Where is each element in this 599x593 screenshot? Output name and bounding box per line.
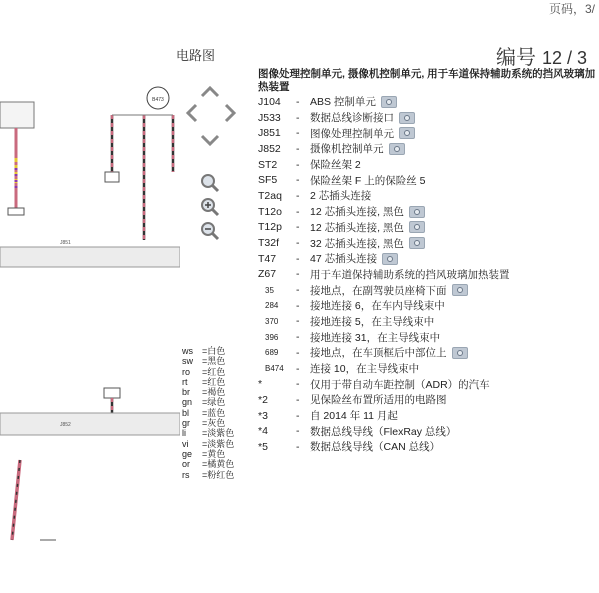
legend-desc: 用于车道保持辅助系统的挡风玻璃加热装置 [310, 268, 510, 281]
legend-desc: 见保险丝布置所适用的电路图 [310, 394, 447, 407]
legend-code: J533 [258, 111, 281, 124]
camera-icon[interactable] [389, 143, 405, 155]
color-name: 粉红色 [207, 469, 235, 480]
legend-desc: 自 2014 年 11 月起 [310, 410, 398, 423]
legend-dash: - [296, 205, 300, 218]
color-equals: = [202, 438, 208, 449]
color-code: ge [182, 448, 193, 459]
legend-code: *5 [258, 440, 268, 453]
color-equals: = [202, 418, 208, 429]
color-name: 蓝色 [207, 407, 226, 418]
color-key-row [182, 418, 234, 428]
legend-code: J851 [258, 127, 281, 140]
arrow-up-right-icon[interactable] [218, 102, 242, 124]
camera-icon[interactable] [452, 347, 468, 359]
legend-code: 284 [265, 301, 279, 311]
color-name: 白色 [207, 346, 226, 356]
zoom-in-icon[interactable] [198, 196, 222, 218]
legend-desc: 47 芯插头连接 [310, 253, 378, 266]
legend-row [258, 314, 598, 330]
round-component-label: B473 [152, 97, 164, 103]
color-code: sw [182, 356, 193, 367]
legend-code: T47 [258, 252, 277, 265]
color-key-row [182, 377, 234, 387]
legend-desc: 数据总线导线（CAN 总线） [310, 441, 441, 454]
color-name: 淡紫色 [207, 428, 235, 439]
legend-dash: - [296, 221, 300, 234]
legend-code: 689 [265, 348, 279, 358]
color-name: 黑色 [207, 356, 226, 367]
color-key-row [182, 449, 234, 459]
legend-code: *2 [258, 393, 268, 406]
color-equals: = [202, 356, 208, 367]
camera-icon[interactable] [409, 237, 425, 249]
color-key-row [182, 428, 234, 438]
color-equals: = [202, 459, 208, 470]
legend-dash: - [296, 142, 300, 155]
legend-row [258, 439, 598, 455]
doc-number-label: 编号 [496, 47, 536, 69]
color-equals: = [202, 407, 208, 418]
color-name: 黄色 [207, 448, 226, 459]
legend-code: *4 [258, 425, 268, 438]
camera-icon[interactable] [399, 112, 415, 124]
legend-row [258, 220, 598, 236]
connector-mid [104, 388, 120, 398]
legend-row [258, 423, 598, 439]
legend-row [258, 267, 598, 283]
arrow-down-right-icon[interactable] [198, 128, 222, 150]
color-key-row [182, 397, 234, 407]
color-equals: = [202, 428, 208, 439]
color-key-row [182, 408, 234, 418]
legend-desc: ABS 控制单元 [310, 96, 376, 109]
color-key-row [182, 459, 234, 469]
color-name: 红色 [207, 366, 226, 377]
legend-code: 370 [265, 316, 279, 326]
legend-desc: 接地连接 6，在车内导线束中 [310, 300, 445, 313]
legend-dash: - [296, 362, 300, 375]
color-code: rs [182, 469, 190, 480]
zoom-icon[interactable] [198, 172, 222, 194]
color-key-row [182, 356, 234, 366]
legend-desc: 保险丝架 2 [310, 159, 361, 172]
legend-row [258, 204, 598, 220]
legend-dash: - [296, 393, 300, 406]
legend-desc: 32 芯插头连接, 黑色 [310, 237, 404, 250]
legend-desc: 12 芯插头连接, 黑色 [310, 206, 404, 219]
legend-desc: 数据总线导线（FlexRay 总线） [310, 425, 457, 438]
legend-dash: - [296, 299, 300, 312]
wire-color-key [182, 346, 234, 480]
doc-number [496, 41, 587, 70]
legend-row [258, 361, 598, 377]
color-equals: = [202, 448, 208, 459]
legend-row [258, 141, 598, 157]
color-key-row [182, 439, 234, 449]
component-band-bottom [0, 413, 180, 435]
legend-code: 396 [265, 332, 279, 342]
color-equals: = [202, 346, 208, 356]
color-code: vi [182, 438, 189, 449]
legend-dash: - [296, 127, 300, 140]
color-name: 淡紫色 [207, 438, 235, 449]
legend-code: T12p [258, 221, 282, 234]
legend-row [258, 157, 598, 173]
legend-row [258, 282, 598, 298]
legend-code: T12o [258, 205, 282, 218]
legend-row [258, 408, 598, 424]
legend-row [258, 329, 598, 345]
legend-dash: - [296, 158, 300, 171]
color-code: gr [182, 418, 191, 429]
legend-row [258, 376, 598, 392]
zoom-out-icon[interactable] [198, 220, 222, 242]
component-legend [258, 94, 598, 455]
color-key-row [182, 346, 234, 356]
legend-dash: - [296, 346, 300, 359]
legend-dash: - [296, 237, 300, 250]
legend-dash: - [296, 440, 300, 453]
color-code: br [182, 387, 191, 398]
legend-row [258, 94, 598, 110]
color-code: gn [182, 397, 193, 408]
legend-dash: - [296, 111, 300, 124]
legend-row [258, 235, 598, 251]
legend-row [258, 392, 598, 408]
color-code: or [182, 459, 191, 470]
legend-code: ST2 [258, 158, 278, 171]
diagram-heading: 图像处理控制单元, 摄像机控制单元, 用于车道保持辅助系统的挡风玻璃加热装置 [258, 68, 596, 93]
legend-code: J104 [258, 95, 281, 108]
band-top-label: J851 [60, 240, 71, 246]
camera-icon[interactable] [381, 96, 397, 108]
legend-code: * [258, 378, 263, 391]
color-code: rt [182, 376, 188, 387]
legend-row [258, 125, 598, 141]
legend-dash: - [296, 268, 300, 281]
legend-desc: 连接 10，在主导线束中 [310, 363, 420, 376]
camera-icon[interactable] [409, 221, 425, 233]
component-block-top-left [0, 102, 34, 128]
legend-code: T32f [258, 237, 280, 250]
legend-dash: - [296, 189, 300, 202]
ground-terminal-left [8, 208, 24, 215]
color-code: bl [182, 407, 190, 418]
legend-code: T2aq [258, 189, 282, 202]
legend-desc: 仅用于带自动车距控制（ADR）的汽车 [310, 378, 490, 391]
camera-icon[interactable] [409, 206, 425, 218]
color-key-row [182, 470, 234, 480]
page-number: 页码，3/ [548, 2, 595, 16]
connector-small [105, 172, 119, 182]
legend-desc: 图像处理控制单元 [310, 127, 394, 140]
color-code: ws [182, 346, 193, 356]
legend-desc: 接地连接 5，在主导线束中 [310, 315, 435, 328]
arrow-down-left-icon[interactable] [180, 102, 204, 124]
legend-row [258, 345, 598, 361]
legend-dash: - [296, 378, 300, 391]
legend-dash: - [296, 174, 300, 187]
color-equals: = [202, 397, 208, 408]
legend-code: *3 [258, 409, 268, 422]
legend-row [258, 251, 598, 267]
legend-row [258, 110, 598, 126]
color-name: 绿色 [207, 397, 226, 408]
legend-code: Z67 [258, 268, 277, 281]
legend-dash: - [296, 409, 300, 422]
color-name: 红色 [207, 376, 226, 387]
camera-icon[interactable] [382, 253, 398, 265]
color-code: li [182, 428, 186, 439]
legend-desc: 12 芯插头连接, 黑色 [310, 221, 404, 234]
legend-row [258, 172, 598, 188]
color-code: ro [182, 366, 191, 377]
legend-dash: - [296, 284, 300, 297]
legend-code: J852 [258, 142, 281, 155]
section-title: 电路图 [176, 48, 216, 63]
color-equals: = [202, 469, 208, 480]
color-equals: = [202, 387, 208, 398]
legend-desc: 数据总线诊断接口 [310, 112, 394, 125]
color-equals: = [202, 376, 208, 387]
component-band-top [0, 247, 180, 267]
color-equals: = [202, 366, 208, 377]
color-name: 灰色 [207, 418, 226, 429]
legend-desc: 保险丝架 F 上的保险丝 5 [310, 174, 426, 187]
doc-page: 12 / 3 [542, 48, 588, 68]
legend-dash: - [296, 315, 300, 328]
color-key-row [182, 367, 234, 377]
color-key-row [182, 387, 234, 397]
legend-row [258, 298, 598, 314]
band-bottom-label: J852 [60, 422, 71, 428]
legend-dash: - [296, 95, 300, 108]
camera-icon[interactable] [452, 284, 468, 296]
legend-dash: - [296, 252, 300, 265]
legend-dash: - [296, 331, 300, 344]
camera-icon[interactable] [399, 127, 415, 139]
color-name: 褐色 [207, 387, 226, 398]
legend-code: SF5 [258, 174, 278, 187]
legend-dash: - [296, 425, 300, 438]
legend-desc: 摄像机控制单元 [310, 143, 384, 156]
legend-desc: 接地连接 31，在主导线束中 [310, 331, 441, 344]
legend-row [258, 188, 598, 204]
circuit-diagram[interactable] [0, 60, 180, 550]
legend-desc: 接地点，在副驾驶员座椅下面 [310, 284, 447, 297]
legend-desc: 接地点，在车顶框后中部位上 [310, 347, 447, 360]
legend-desc: 2 芯插头连接 [310, 190, 372, 203]
color-name: 橘黄色 [207, 459, 235, 470]
legend-code: B474 [265, 364, 284, 374]
legend-code: 35 [265, 285, 274, 295]
